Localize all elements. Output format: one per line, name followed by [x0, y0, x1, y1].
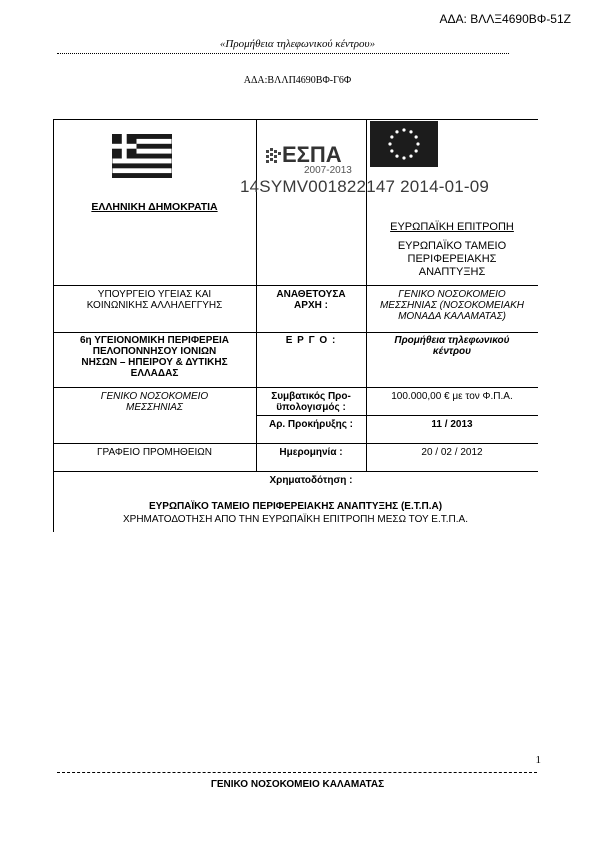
eu-star-icon	[415, 149, 418, 152]
hospital-block	[53, 391, 256, 413]
eu-star-icon	[415, 135, 418, 138]
authority-value-line-1: ΓΕΝΙΚΟ ΝΟΣΟΚΟΜΕΙΟ	[398, 289, 506, 300]
eu-star-icon	[402, 156, 405, 159]
running-title: «Προμήθεια τηλεφωνικού κέντρου»	[219, 38, 376, 50]
authority-label	[256, 289, 366, 311]
budget-label	[256, 391, 366, 413]
erdf-line-2: ΠΕΡΙΦΕΡΕΙΑΚΗΣ	[407, 253, 497, 265]
region-block	[53, 335, 256, 379]
espa-logo-years: 2007-2013	[304, 165, 352, 176]
greek-flag-icon	[112, 134, 172, 178]
budget-value: 100.000,00 € με τον Φ.Π.Α.	[391, 391, 513, 402]
eu-star-icon	[390, 135, 393, 138]
authority-value-line-3: ΜΟΝΑΔΑ ΚΑΛΑΜΑΤΑΣ)	[398, 311, 506, 322]
eu-commission-label: ΕΥΡΩΠΑΪΚΗ ΕΠΙΤΡΟΠΗ	[390, 221, 514, 233]
page-number: 1	[535, 754, 541, 766]
date-label: Ημερομηνία :	[279, 447, 343, 458]
authority-value-line-2: ΜΕΣΣΗΝΙΑΣ (ΝΟΣΟΚΟΜΕΙΑΚΗ	[379, 300, 525, 311]
eu-star-icon	[388, 142, 391, 145]
region-line-2: ΠΕΛΟΠΟΝΝΗΣΟΥ ΙΟΝΙΩΝ	[92, 346, 217, 357]
eu-star-icon	[395, 130, 398, 133]
region-line-3: ΝΗΣΩΝ – ΗΠΕΙΡΟΥ & ΔΥΤΙΚΗΣ	[81, 357, 228, 368]
notice-label: Αρ. Προκήρυξης :	[268, 419, 354, 430]
ada-code-top: ΑΔΑ: ΒΛΛΞ4690ΒΦ-51Ζ	[439, 12, 571, 26]
erdf-line-1: ΕΥΡΩΠΑΪΚΟ ΤΑΜΕΙΟ	[397, 240, 507, 252]
project-value	[366, 335, 538, 357]
erdf-line-3: ΑΝΑΠΤΥΞΗΣ	[418, 266, 486, 278]
footer-hospital-name: ΓΕΝΙΚΟ ΝΟΣΟΚΟΜΕΙΟ ΚΑΛΑΜΑΤΑΣ	[210, 779, 385, 790]
hospital-line-1: ΓΕΝΙΚΟ ΝΟΣΟΚΟΜΕΙΟ	[100, 391, 209, 402]
notice-value: 11 / 2013	[431, 419, 473, 430]
eu-star-icon	[416, 142, 419, 145]
eu-star-icon	[409, 155, 412, 158]
project-value-line-2: κέντρου	[432, 346, 472, 357]
funding-line-2: ΧΡΗΜΑΤΟΔΟΤΗΣΗ ΑΠΟ ΤΗΝ ΕΥΡΩΠΑΪΚΗ ΕΠΙΤΡΟΠΗ ΜΕΣΩ ΤΟΥ Ε.Τ.Π.Α.	[123, 514, 468, 525]
authority-label-line-1: ΑΝΑΘΕΤΟΥΣΑ	[276, 289, 346, 300]
eu-star-icon	[402, 128, 405, 131]
procurement-office: ΓΡΑΦΕΙΟ ΠΡΟΜΗΘΕΙΩΝ	[97, 447, 212, 458]
project-value-line-1: Προμήθεια τηλεφωνικού	[394, 335, 510, 346]
project-label: Ε Ρ Γ Ο :	[285, 335, 337, 346]
ada-code-second: ΑΔΑ:ΒΛΛΠ4690ΒΦ-Γ6Φ	[243, 75, 352, 86]
espa-logo-icon	[266, 138, 356, 178]
watermark-text: 14SYMV001822147 2014-01-09	[240, 177, 490, 196]
budget-label-line-2: ϋπολογισμός :	[276, 402, 346, 413]
ministry-line-2: ΚΟΙΝΩΝΙΚΗΣ ΑΛΛΗΛΕΓΓΥΗΣ	[86, 300, 223, 311]
hellenic-republic-label: ΕΛΛΗΝΙΚΗ ΔΗΜΟΚΡΑΤΙΑ	[91, 201, 218, 213]
ministry-line-1: ΥΠΟΥΡΓΕΙΟ ΥΓΕΙΑΣ ΚΑΙ	[97, 289, 212, 300]
funding-label: Χρηματοδότηση :	[269, 475, 353, 486]
eu-star-icon	[409, 130, 412, 133]
erdf-block	[366, 240, 538, 279]
funding-line-1: ΕΥΡΩΠΑΪΚΟ ΤΑΜΕΙΟ ΠΕΡΙΦΕΡΕΙΑΚΗΣ ΑΝΑΠΤΥΞΗΣ (Ε.Τ.Π.Α)	[148, 501, 443, 512]
eu-flag-icon	[370, 121, 438, 167]
region-line-1: 6η ΥΓΕΙΟΝΟΜΙΚΗ ΠΕΡΙΦΕΡΕΙΑ	[79, 335, 230, 346]
authority-value	[366, 289, 538, 322]
eu-star-icon	[390, 149, 393, 152]
date-value: 20 / 02 / 2012	[421, 447, 483, 458]
ministry-block	[53, 289, 256, 311]
authority-label-line-2: ΑΡΧΗ :	[294, 300, 328, 311]
region-line-4: ΕΛΛΑΔΑΣ	[130, 368, 179, 379]
espa-logo-text: ΕΣΠΑ	[282, 142, 342, 167]
hospital-line-2: ΜΕΣΣΗΝΙΑΣ	[126, 402, 183, 413]
footer-divider	[57, 772, 537, 773]
header-divider	[57, 53, 509, 54]
budget-label-line-1: Συμβατικός Προ-	[271, 391, 351, 402]
eu-star-icon	[395, 155, 398, 158]
